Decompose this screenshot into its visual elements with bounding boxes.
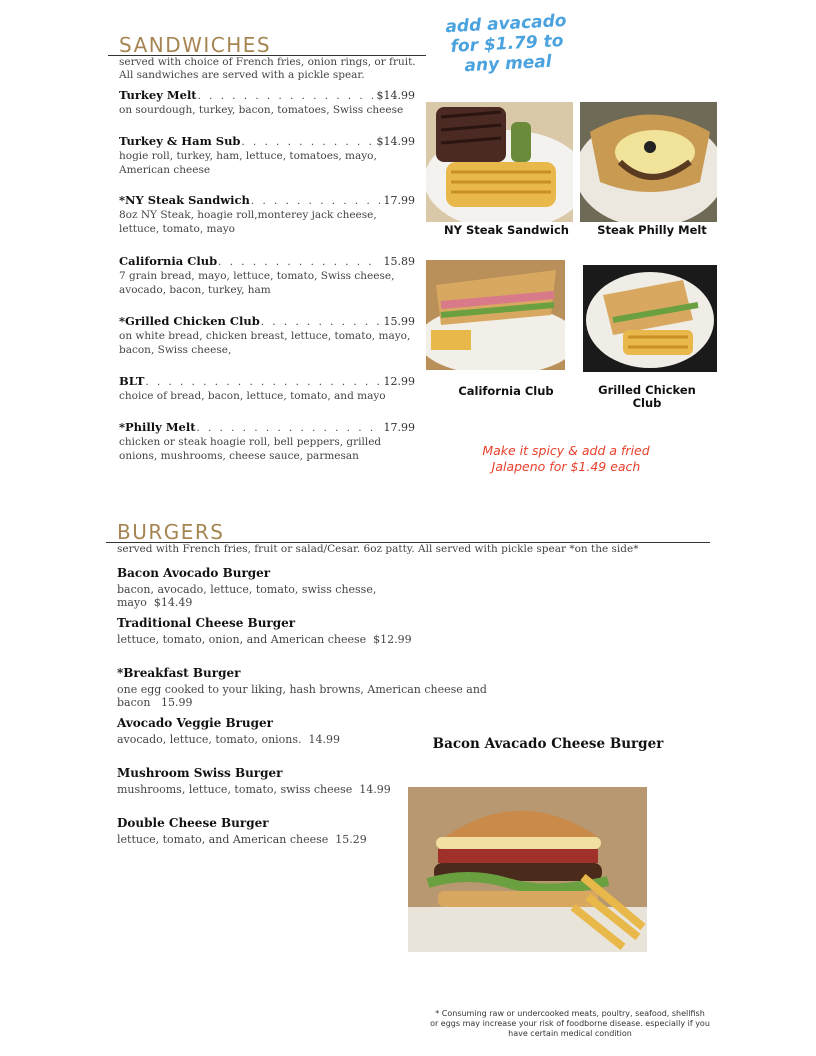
leader-dots (198, 91, 373, 102)
item-description: chicken or steak hoagie roll, bell peppers, grilled onions, mushrooms, cheese sauce, parmesan (119, 436, 382, 462)
menu-item (117, 766, 417, 796)
item-description: one egg cooked to your liking, hash browns, American cheese and bacon (117, 683, 487, 709)
leader-dots (197, 423, 380, 434)
photo-caption: NY Steak Sandwich (444, 223, 569, 237)
item-name: *NY Steak Sandwich (119, 193, 250, 207)
menu-item (117, 816, 417, 846)
item-price: $14.99 (376, 135, 415, 148)
leader-dots (241, 137, 372, 148)
item-price: $12.99 (373, 633, 412, 646)
menu-item (117, 666, 557, 709)
item-price: 12.99 (383, 375, 415, 388)
item-description: avocado, lettuce, tomato, onions. (117, 733, 302, 746)
item-price: 14.99 (308, 733, 341, 746)
item-price: 17.99 (383, 194, 415, 207)
item-price: 15.99 (383, 315, 415, 328)
menu-item (119, 193, 415, 236)
disclaimer: * Consuming raw or undercooked meats, poultry, seafood, shellfish or eggs may increase your risk of foodborne disease. especially if you have certain medical condition (430, 1009, 710, 1038)
item-price: 15.99 (160, 696, 193, 709)
menu-item (119, 254, 415, 297)
item-description: on sourdough, turkey, bacon, tomatoes, Swiss cheese (119, 104, 404, 116)
item-name: *Breakfast Burger (117, 666, 241, 680)
jalapeno-promo: Make it spicy & add a fried Jalapeno for $1.49 each (482, 443, 650, 474)
menu-item (119, 374, 415, 404)
item-price: $14.99 (376, 89, 415, 102)
photo-caption: Steak Philly Melt (597, 223, 707, 237)
item-description: hogie roll, turkey, ham, lettuce, tomatoes, mayo, American cheese (119, 150, 377, 176)
avocado-promo: add avacado for $1.79 to any meal (444, 10, 567, 77)
item-price: 15.89 (383, 255, 415, 268)
item-description: lettuce, tomato, and American cheese (117, 833, 329, 846)
sandwiches-heading: SANDWICHES (119, 33, 272, 57)
leader-dots (218, 257, 379, 268)
menu-item (117, 566, 437, 609)
menu-item (119, 134, 415, 177)
item-description: bacon, avocado, lettuce, tomato, swiss chesse, mayo (117, 583, 377, 609)
item-name: *Grilled Chicken Club (119, 314, 260, 328)
chicken-club-photo (583, 265, 717, 372)
philly-melt-photo (580, 102, 717, 222)
item-description: 8oz NY Steak, hoagie roll,monterey jack cheese, lettuce, tomato, mayo (119, 209, 377, 235)
item-name: Mushroom Swiss Burger (117, 766, 283, 780)
menu-item (119, 314, 415, 357)
item-price: $14.49 (153, 596, 193, 609)
item-name: Bacon Avocado Burger (117, 566, 271, 580)
club-sandwich-photo (426, 260, 565, 370)
item-name: Turkey Melt (119, 88, 197, 102)
photo-caption: Grilled Chicken Club (598, 383, 696, 410)
item-name: BLT (119, 374, 145, 388)
sandwiches-subtitle: served with choice of French fries, onion rings, or fruit. All sandwiches are served with a pickle spear. (119, 56, 416, 81)
feature-title: Bacon Avacado Cheese Burger (432, 736, 664, 752)
item-name: California Club (119, 254, 218, 268)
item-name: Turkey & Ham Sub (119, 134, 241, 148)
burgers-heading: BURGERS (117, 520, 225, 544)
menu-item (119, 420, 415, 463)
item-description: mushrooms, lettuce, tomato, swiss cheese (117, 783, 353, 796)
item-description: choice of bread, bacon, lettuce, tomato, and mayo (119, 390, 386, 402)
item-name: Traditional Cheese Burger (117, 616, 296, 630)
item-price: 15.29 (335, 833, 367, 846)
steak-plate-photo (426, 102, 573, 222)
item-description: lettuce, tomato, onion, and American cheese (117, 633, 367, 646)
menu-item (117, 616, 437, 646)
burger-photo (408, 787, 647, 952)
item-name: Avocado Veggie Bruger (117, 716, 273, 730)
item-description: on white bread, chicken breast, lettuce, tomato, mayo, bacon, Swiss cheese, (119, 330, 411, 356)
item-price: 17.99 (383, 421, 415, 434)
leader-dots (251, 196, 380, 207)
item-price: 14.99 (359, 783, 391, 796)
menu-item (119, 88, 415, 118)
item-name: Double Cheese Burger (117, 816, 269, 830)
leader-dots (145, 377, 379, 388)
leader-dots (261, 317, 380, 328)
item-description: 7 grain bread, mayo, lettuce, tomato, Swiss cheese, avocado, bacon, turkey, ham (119, 270, 395, 296)
photo-caption: California Club (458, 384, 554, 398)
menu-item (117, 716, 417, 746)
burgers-subtitle: served with French fries, fruit or salad/Cesar. 6oz patty. All served with pickle spear *on the side* (117, 543, 639, 555)
item-name: *Philly Melt (119, 420, 196, 434)
